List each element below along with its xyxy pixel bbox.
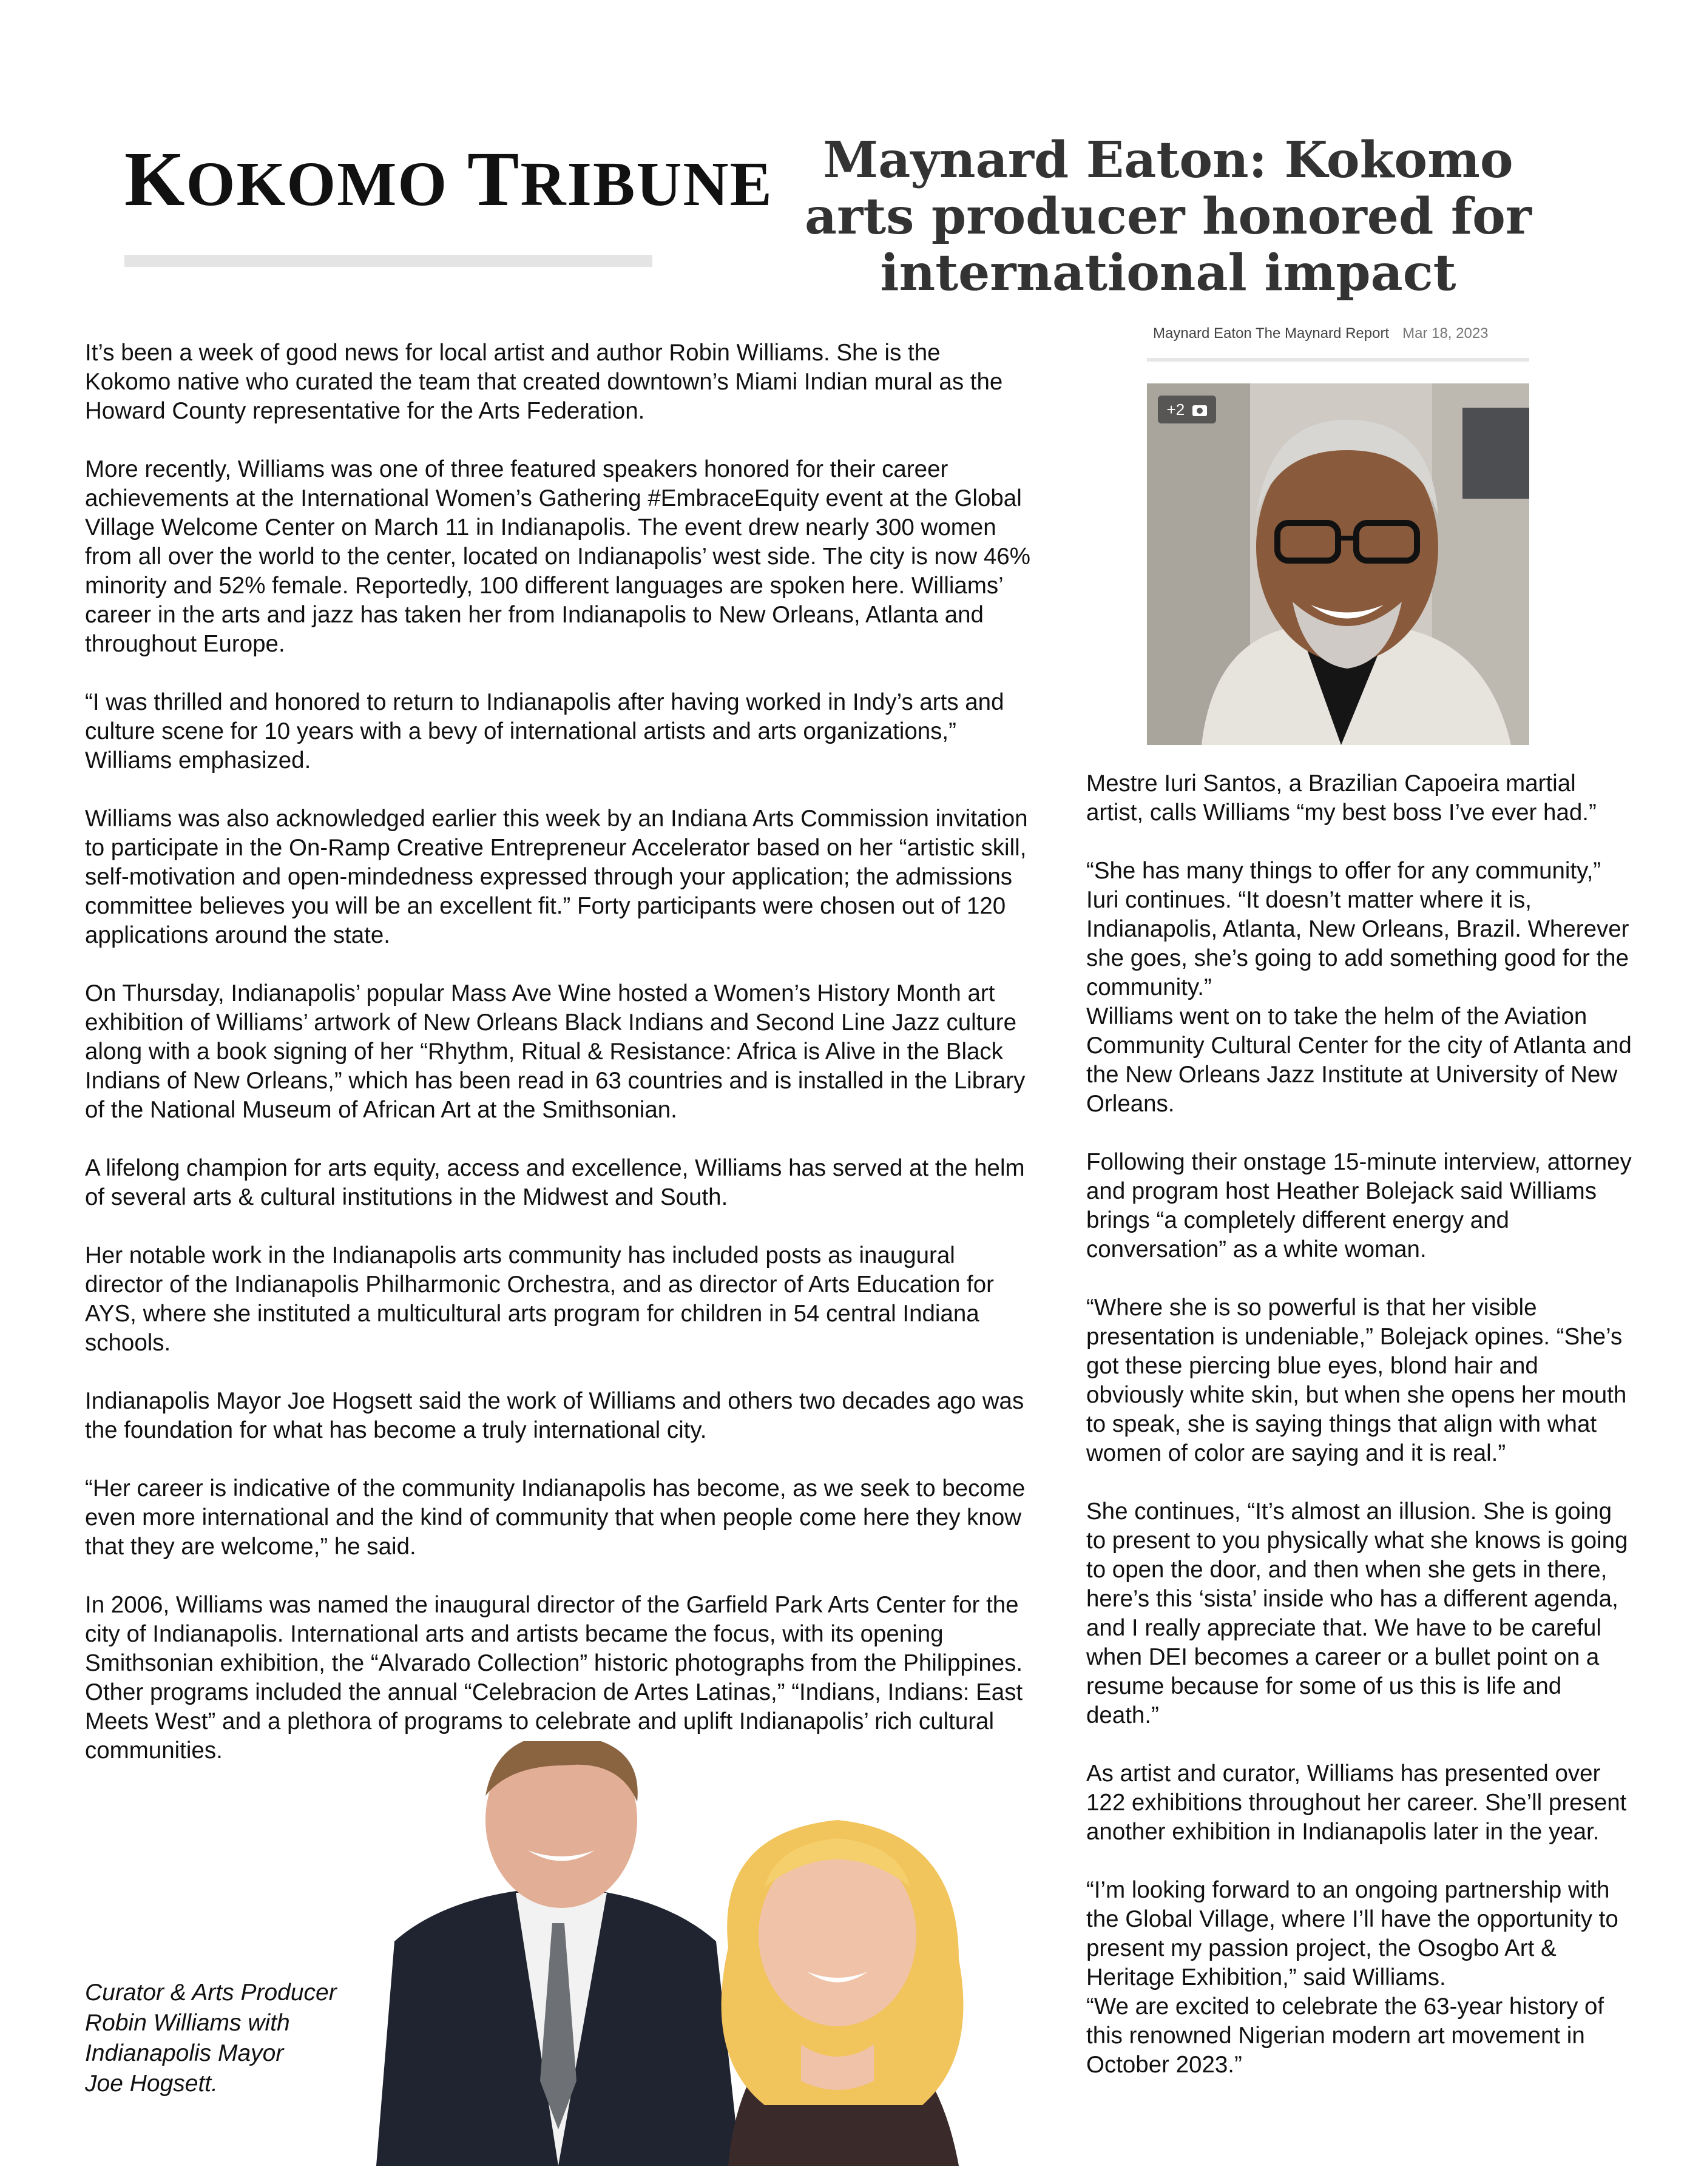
williams-hogsett-photo bbox=[376, 1741, 1044, 2166]
article-paragraph: Mestre Iuri Santos, a Brazilian Capoeira martial artist, calls Williams “my best boss I’ve ever had.” bbox=[1086, 770, 1597, 826]
article-headline: Maynard Eaton: Kokomo arts producer honored for international impact bbox=[804, 131, 1532, 302]
article-paragraph: “Where she is so powerful is that her visible presentation is undeniable,” Bolejack opines. “She’s got these piercing blue eyes, blond hair and obviously white skin, but when she opens her mouth to speak, she is saying things that align with what women of color are saying and it is real.” bbox=[1086, 1295, 1627, 1466]
article-paragraph: Williams went on to take the helm of the Aviation Community Cultural Center for the city of Atlanta and the New Orleans Jazz Institute at University of New Orleans. bbox=[1086, 1003, 1632, 1117]
article-paragraph: A lifelong champion for arts equity, access and excellence, Williams has served at the helm of several arts & cultural institutions in the Midwest and South. bbox=[85, 1155, 1025, 1210]
article-body-left-column bbox=[85, 339, 1032, 1795]
photo-gallery-badge[interactable] bbox=[1158, 396, 1216, 423]
newspaper-masthead bbox=[124, 136, 773, 227]
article-paragraph: In 2006, Williams was named the inaugural director of the Garfield Park Arts Center for the city of Indianapolis. International arts and artists became the focus, with its opening Smithsonian exhibition, the “Alvarado Collection” historic photographs from the Philippines. Other programs included the annual “Celebracion de Artes Latinas,” “Indians, Indians: East Meets West” and a plethora of programs to celebrate and uplift Indianapolis’ rich cultural communities. bbox=[85, 1592, 1023, 1764]
article-paragraph: It’s been a week of good news for local artist and author Robin Williams. She is the Kokomo native who curated the team that created downtown’s Miami Indian mural as the Howard County representative for the Arts Federation. bbox=[85, 340, 1003, 424]
masthead-logo: KOKOMO TRIBUNE bbox=[124, 136, 773, 222]
photo-caption bbox=[85, 1978, 401, 2099]
article-paragraph: More recently, Williams was one of three featured speakers honored for their career achievements at the International Women’s Gathering #EmbraceEquity event at the Global Village Welcome Center on March 11 in Indianapolis. The event drew nearly 300 women from all over the world to the center, located on Indianapolis’ west side. The city is now 46% minority and 52% female. Reportedly, 100 different languages are spoken here. Williams’ career in the arts and jazz has taken her from Indianapolis to New Orleans, Atlanta and throughout Europe. bbox=[85, 456, 1030, 657]
camera-icon bbox=[1192, 405, 1207, 416]
byline-date: Mar 18, 2023 bbox=[1402, 325, 1489, 342]
byline-divider bbox=[1147, 358, 1529, 362]
byline-author[interactable]: Maynard Eaton The Maynard Report bbox=[1153, 325, 1390, 342]
caption-line: Curator & Arts Producer bbox=[85, 1980, 337, 2006]
article-paragraph: Williams was also acknowledged earlier this week by an Indiana Arts Commission invitation to participate in the On-Ramp Creative Entrepreneur Accelerator based on her “artistic skill, self-motivation and open-mindedness expressed through your application; the admissions committee believes you will be an excellent fit.” Forty participants were chosen out of 120 applications around the state. bbox=[85, 806, 1028, 948]
byline bbox=[1153, 325, 1489, 342]
article-paragraph: Indianapolis Mayor Joe Hogsett said the work of Williams and others two decades ago was the foundation for what has become a truly international city. bbox=[85, 1388, 1024, 1443]
article-paragraph: Following their onstage 15-minute interview, attorney and program host Heather Bolejack said Williams brings “a completely different energy and conversation” as a white woman. bbox=[1086, 1149, 1632, 1262]
article-paragraph: Her notable work in the Indianapolis arts community has included posts as inaugural director of the Indianapolis Philharmonic Orchestra, and as director of Arts Education for AYS, where she instituted a multicultural arts program for children in 54 central Indiana schools. bbox=[85, 1242, 994, 1356]
photo-illustration bbox=[376, 1741, 1044, 2166]
article-paragraph: “I’m looking forward to an ongoing partnership with the Global Village, where I’ll have the opportunity to present my passion project, the Osogbo Art & Heritage Exhibition,” said Williams. bbox=[1086, 1877, 1618, 1990]
article-paragraph: “We are excited to celebrate the 63-year history of this renowned Nigerian modern art movement in October 2023.” bbox=[1086, 1994, 1604, 2078]
article-paragraph: “She has many things to offer for any community,” Iuri continues. “It doesn’t matter where it is, Indianapolis, Atlanta, New Orleans, Brazil. Wherever she goes, she’s going to add something good for the community.” bbox=[1086, 858, 1629, 1000]
caption-line: Indianapolis Mayor bbox=[85, 2040, 284, 2066]
article-paragraph: “Her career is indicative of the community Indianapolis has become, as we seek to become even more international and the kind of community that when people come here they know that they are welcome,” he said. bbox=[85, 1475, 1026, 1560]
article-paragraph: “I was thrilled and honored to return to Indianapolis after having worked in Indy’s arts and culture scene for 10 years with a bevy of international artists and arts organizations,” Williams emphasized. bbox=[85, 689, 1004, 774]
portrait-illustration bbox=[1147, 383, 1529, 745]
article-paragraph: She continues, “It’s almost an illusion. She is going to present to you physically what she knows is going to open the door, and then when she gets in there, here’s this ‘sista’ inside who has a different agenda, and I really appreciate that. We have to be careful when DEI becomes a career or a bullet point on a resume because for some of us this is life and death.” bbox=[1086, 1498, 1628, 1728]
gallery-count: +2 bbox=[1166, 400, 1185, 419]
article-paragraph: On Thursday, Indianapolis’ popular Mass Ave Wine hosted a Women’s History Month art exhibition of Williams’ artwork of New Orleans Black Indians and Second Line Jazz culture along with a book signing of her “Rhythm, Ritual & Resistance: Africa is Alive in the Black Indians of New Orleans,” which has been read in 63 countries and is installed in the Library of the National Museum of African Art at the Smithsonian. bbox=[85, 980, 1026, 1123]
masthead-divider bbox=[124, 255, 652, 267]
author-portrait-photo[interactable] bbox=[1147, 383, 1529, 745]
article-body-right-column bbox=[1086, 769, 1632, 2109]
article-paragraph: As artist and curator, Williams has presented over 122 exhibitions throughout her career. She’ll present another exhibition in Indianapolis later in the year. bbox=[1086, 1761, 1627, 1845]
caption-line: Joe Hogsett. bbox=[85, 2071, 218, 2097]
caption-line: Robin Williams with bbox=[85, 2010, 290, 2036]
